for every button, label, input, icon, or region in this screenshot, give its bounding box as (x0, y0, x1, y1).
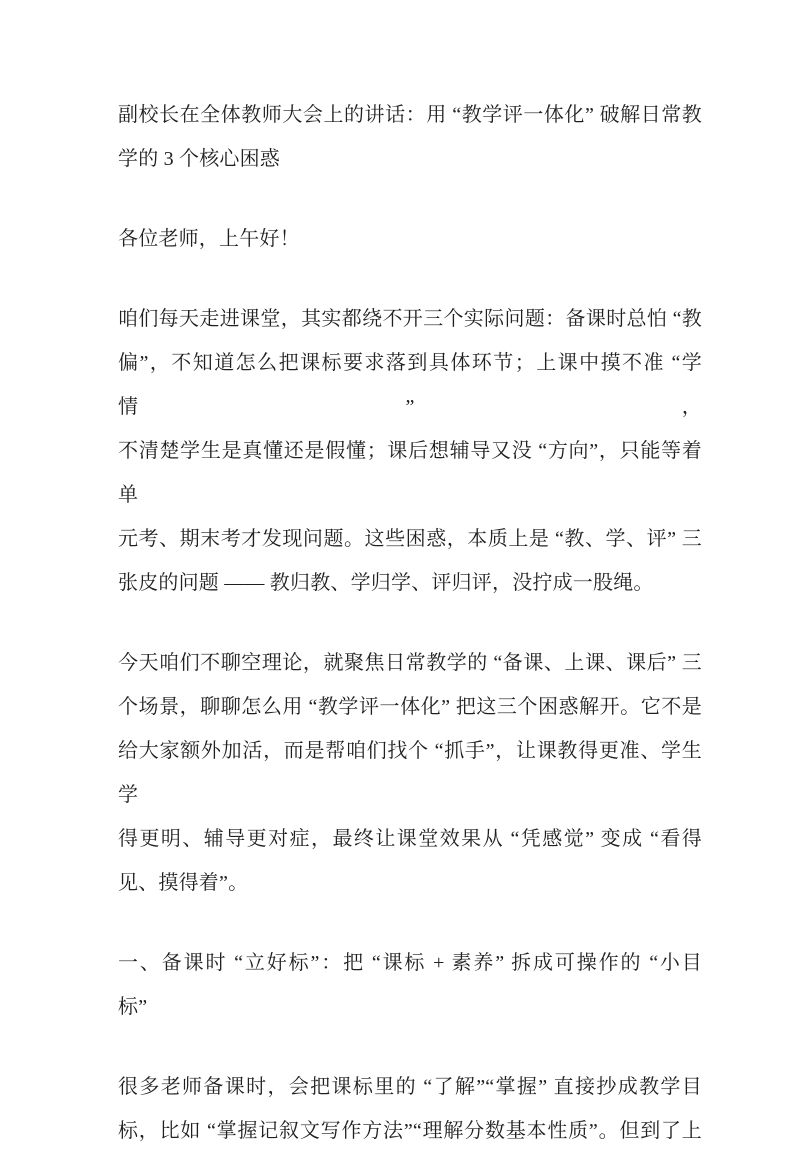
text-line: 很多老师备课时，会把课标里的 “了解”“掌握” 直接抄成教学目 (118, 1076, 702, 1098)
text-line: 各位老师，上午好！ (118, 228, 300, 250)
text-line: 偏”，不知道怎么把课标要求落到具体环节；上课中摸不准 “学情”， (118, 352, 702, 418)
text-line: 张皮的问题 —— 教归教、学归学、评归评，没拧成一股绳。 (118, 572, 654, 594)
text-line: 得更明、辅导更对症，最终让课堂效果从 “凭感觉” 变成 “看得 (118, 828, 702, 850)
text-line: 标，比如 “掌握记叙文写作方法”“理解分数基本性质”。但到了上 (118, 1120, 702, 1142)
paragraph-problems (118, 297, 702, 605)
paragraph-title (118, 93, 702, 181)
document-body (118, 93, 702, 1153)
heading-line: 标” (118, 996, 148, 1018)
paragraph-focus (118, 641, 702, 905)
paragraph-greeting (118, 217, 702, 261)
text-line: 个场景，聊聊怎么用 “教学评一体化” 把这三个困惑解开。它不是 (118, 696, 702, 718)
title-line: 副校长在全体教师大会上的讲话：用 “教学评一体化” 破解日常教 (118, 104, 702, 126)
heading-line: 一、备课时 “立好标”：把 “课标 + 素养” 拆成可操作的 “小目 (118, 952, 702, 974)
text-line: 不清楚学生是真懂还是假懂；课后想辅导又没 “方向”，只能等着单 (118, 440, 702, 506)
text-line: 见、摸得着”。 (118, 872, 249, 894)
text-line: 给大家额外加活，而是帮咱们找个 “抓手”，让课教得更准、学生学 (118, 740, 702, 806)
text-line: 咱们每天走进课堂，其实都绕不开三个实际问题：备课时总怕 “教 (118, 308, 702, 330)
title-line: 学的 3 个核心困惑 (118, 148, 280, 170)
text-line: 元考、期末考才发现问题。这些困惑，本质上是 “教、学、评” 三 (118, 528, 702, 550)
text-line: 今天咱们不聊空理论，就聚焦日常教学的 “备课、上课、课后” 三 (118, 652, 702, 674)
section-heading-1 (118, 941, 702, 1029)
paragraph-lesson-prep (118, 1065, 702, 1153)
